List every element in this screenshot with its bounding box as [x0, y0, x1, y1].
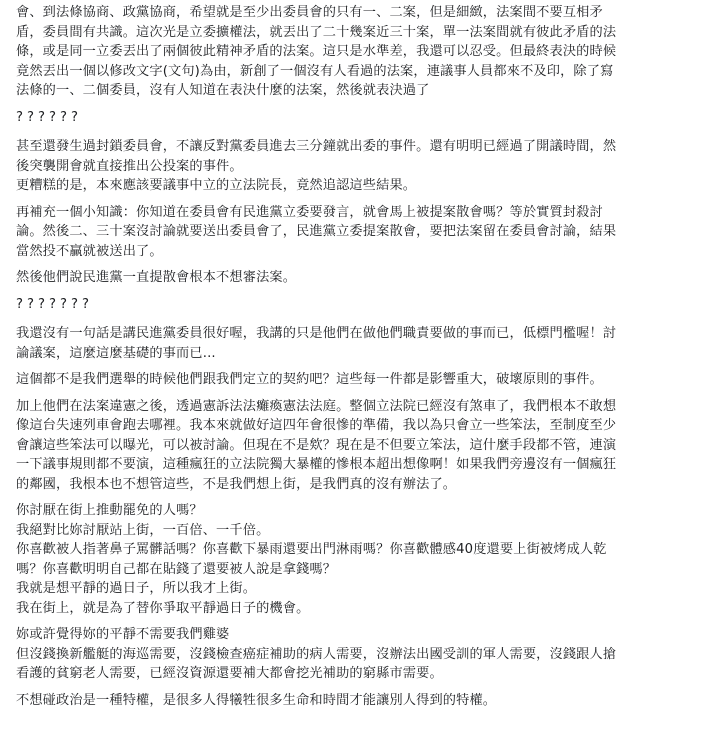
text-line: 我就是想平靜的過日子，所以我才上街。	[16, 581, 257, 596]
text-line: 的鄰國，我根本也不想管這些，不是我們想上街，是我們真的沒有辦法了。	[16, 476, 457, 492]
question-marks: ???????	[16, 296, 93, 312]
text-line: 你喜歡被人指著鼻子罵髒話嗎？你喜歡下暴雨還要出門淋雨嗎？你喜歡體感40度還要上街被烤成人乾	[16, 542, 607, 557]
text-line: 不想碰政治是一種特權，是很多人得犧牲很多生命和時間才能讓別人得到的特權。	[16, 692, 497, 708]
paragraph-legislative-process	[16, 3, 697, 101]
text-line: 然後他們說民進黨一直提散會根本不想審法案。	[16, 270, 297, 285]
text-line: 竟然丟出一個以修改文字(文句)為由，新創了一個沒有人看過的法案，連議事人員都來不及印，除了寫	[16, 63, 614, 79]
paragraph-constitution	[16, 397, 697, 495]
text-line: 加上他們在法案違憲之後，透過憲訴法法癱瘓憲法法庭。整個立法院已經沒有煞車了，我們根本不敢想	[16, 398, 617, 414]
text-line: 我絕對比妳討厭站上街，一百倍、一千倍。	[16, 522, 270, 538]
text-line: 會讓這些笨法可以曝光，可以被討論。但現在不是欸？現在是不但要立笨法，這什麼手段都不管，連演	[16, 437, 617, 453]
text-line: 後突襲開會就直接推出公投案的事件。	[16, 158, 243, 174]
question-marks: ??????	[16, 109, 82, 125]
text-line: 但沒錢換新艦艇的海巡需要，沒錢檢查癌症補助的病人需要，沒辦法出國受訓的軍人需要，沒錢跟人搶	[16, 646, 617, 662]
paragraph-basic-duty	[16, 324, 697, 363]
paragraph-trivia	[16, 203, 697, 262]
paragraph-privilege	[16, 691, 697, 711]
text-line: 會、到法條協商、政黨協商，希望就是至少出委員會的只有一、二案，但是細緻，法案間不要互相矛	[16, 5, 603, 20]
text-line: 當然投不贏就被送出了。	[16, 243, 163, 259]
text-line: 看護的貧窮老人需要，已經沒資源還要補大都會挖光補助的窮縣市需要。	[16, 666, 443, 681]
text-line: 論議案，這麼這麼基礎的事而已...	[16, 345, 216, 361]
text-line: 像這台失速列車會跑去哪裡。我本來就做好這四年會很慘的準備，我以為只會立一些笨法，至制度至少	[16, 418, 617, 433]
text-line: 你討厭在街上推動罷免的人嗎？	[16, 503, 203, 518]
text-line: 甚至還發生過封鎖委員會，不讓反對黨委員進去三分鐘就出委的事件。還有明明已經過了開議時間，然	[16, 139, 617, 154]
paragraph-street	[16, 501, 697, 618]
text-line: 法條的一、二個委員，沒有人知道在表決什麼的法案，然後就表決過了	[16, 83, 430, 98]
text-line: 我在街上，就是為了替你爭取平靜過日子的機會。	[16, 600, 310, 616]
text-line: 論。然後二、三十案沒討論就要送出委員會了，民進黨立委提案散會，要把法案留在委員會討論，結果	[16, 224, 617, 239]
paragraph-needs	[16, 625, 697, 684]
paragraph-contract	[16, 370, 697, 390]
text-line: 條，或是同一立委丟出了兩個彼此精神矛盾的法案。這只是水準差，我還可以忍受。但最終表決的時候	[16, 44, 617, 59]
paragraph-claim	[16, 268, 697, 288]
text-line: 一下議事規則都不要演，這種瘋狂的立法院獨大暴權的慘根本超出想像啊！如果我們旁邊沒有一個瘋狂	[16, 457, 617, 472]
text-line: 嗎？你喜歡明明自己都在貼錢了還要被人說是拿錢嗎？	[16, 561, 337, 577]
text-line: 再補充一個小知識：你知道在委員會有民進黨立委要發言，就會馬上被提案散會嗎？等於實質封殺討	[16, 204, 603, 220]
text-line: 盾，委員間有共識。這次光是立委擴權法，就丟出了二十幾案近三十案，單一法案間就有彼此矛盾的法	[16, 24, 617, 40]
text-line: 更糟糕的是，本來應該要議事中立的立法院長，竟然追認這些結果。	[16, 178, 417, 193]
text-line: 這個都不是我們選舉的時候他們跟我們定立的契約吧？這些每一件都是影響重大，破壞原則的事件。	[16, 372, 603, 387]
text-line: 妳或許覺得妳的平靜不需要我們雞婆	[16, 627, 230, 642]
paragraph-committee-lockout	[16, 137, 697, 196]
text-line: 我還沒有一句話是講民進黨委員很好喔，我講的只是他們在做他們職責要做的事而已，低標門檻喔！討	[16, 326, 617, 341]
